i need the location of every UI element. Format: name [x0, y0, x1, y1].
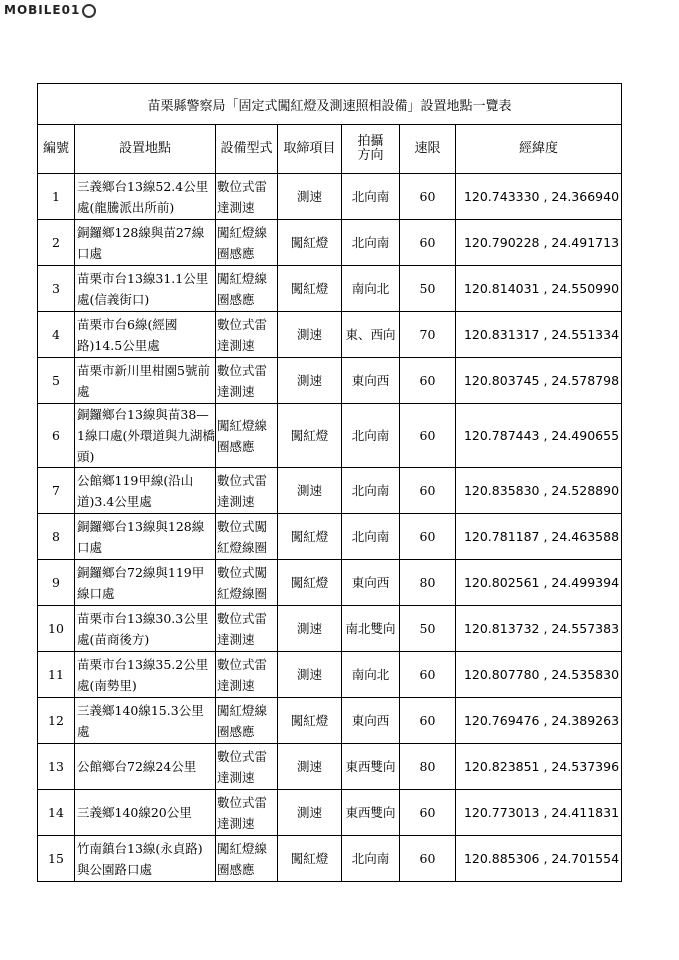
cell-speed: 60 — [400, 836, 456, 882]
cell-item: 測速 — [278, 174, 342, 220]
cell-type: 數位式雷達測速 — [216, 358, 278, 404]
cell-coord: 120.790228 , 24.491713 — [456, 220, 622, 266]
cell-speed: 50 — [400, 266, 456, 312]
cell-num: 14 — [38, 790, 75, 836]
cell-coord: 120.787443 , 24.490655 — [456, 404, 622, 468]
cell-coord: 120.803745 , 24.578798 — [456, 358, 622, 404]
cell-type: 闖紅燈線圈感應 — [216, 836, 278, 882]
cell-direction: 北向南 — [342, 836, 400, 882]
cell-direction: 北向南 — [342, 514, 400, 560]
cell-item: 測速 — [278, 790, 342, 836]
cell-direction: 東向西 — [342, 358, 400, 404]
cell-item: 測速 — [278, 312, 342, 358]
table-row — [38, 744, 622, 790]
table-row — [38, 790, 622, 836]
cell-direction: 東、西向 — [342, 312, 400, 358]
cell-direction: 南向北 — [342, 266, 400, 312]
cell-coord: 120.835830 , 24.528890 — [456, 468, 622, 514]
cell-num: 11 — [38, 652, 75, 698]
header-item: 取締項目 — [278, 125, 342, 174]
cell-num: 2 — [38, 220, 75, 266]
cell-coord: 120.769476 , 24.389263 — [456, 698, 622, 744]
table-row — [38, 174, 622, 220]
cell-type: 數位式闖紅燈線圈 — [216, 514, 278, 560]
cell-location: 三義鄉140線15.3公里處 — [75, 698, 216, 744]
cell-speed: 80 — [400, 560, 456, 606]
cell-item: 測速 — [278, 744, 342, 790]
cell-direction: 東向西 — [342, 698, 400, 744]
cell-type: 數位式雷達測速 — [216, 468, 278, 514]
watermark-logo: MOBILE01 — [4, 3, 96, 18]
cell-item: 闖紅燈 — [278, 514, 342, 560]
cell-location: 銅鑼鄉128線與苗27線口處 — [75, 220, 216, 266]
cell-num: 13 — [38, 744, 75, 790]
cell-location: 苗栗市台13線30.3公里處(苗商後方) — [75, 606, 216, 652]
cell-direction: 北向南 — [342, 220, 400, 266]
table-row — [38, 312, 622, 358]
cell-direction: 北向南 — [342, 468, 400, 514]
table-row — [38, 560, 622, 606]
cell-coord: 120.807780 , 24.535830 — [456, 652, 622, 698]
header-num: 編號 — [38, 125, 75, 174]
table-row — [38, 652, 622, 698]
cell-location: 銅鑼鄉台13線與128線口處 — [75, 514, 216, 560]
cell-type: 數位式闖紅燈線圈 — [216, 560, 278, 606]
cell-type: 數位式雷達測速 — [216, 606, 278, 652]
cell-type: 數位式雷達測速 — [216, 312, 278, 358]
cell-direction: 北向南 — [342, 174, 400, 220]
header-type: 設備型式 — [216, 125, 278, 174]
cell-type: 數位式雷達測速 — [216, 174, 278, 220]
cell-location: 苗栗市台13線35.2公里處(南勢里) — [75, 652, 216, 698]
cell-num: 7 — [38, 468, 75, 514]
cell-speed: 60 — [400, 514, 456, 560]
cell-speed: 60 — [400, 790, 456, 836]
cell-num: 1 — [38, 174, 75, 220]
cell-num: 4 — [38, 312, 75, 358]
cell-num: 5 — [38, 358, 75, 404]
table-row — [38, 358, 622, 404]
cell-location: 公館鄉台72線24公里 — [75, 744, 216, 790]
cell-speed: 60 — [400, 404, 456, 468]
header-direction: 拍攝 方向 — [342, 125, 400, 174]
cell-type: 數位式雷達測速 — [216, 652, 278, 698]
cell-location: 苗栗市台13線31.1公里處(信義街口) — [75, 266, 216, 312]
table-row — [38, 836, 622, 882]
cell-speed: 60 — [400, 220, 456, 266]
table-row — [38, 606, 622, 652]
cell-num: 6 — [38, 404, 75, 468]
cell-location: 銅鑼鄉台13線與苗38—1線口處(外環道與九湖橋頭) — [75, 404, 216, 468]
table-row — [38, 404, 622, 468]
cell-item: 測速 — [278, 652, 342, 698]
cell-coord: 120.823851 , 24.537396 — [456, 744, 622, 790]
cell-direction: 東西雙向 — [342, 790, 400, 836]
cell-type: 數位式雷達測速 — [216, 790, 278, 836]
cell-speed: 60 — [400, 358, 456, 404]
cell-item: 測速 — [278, 468, 342, 514]
cell-speed: 70 — [400, 312, 456, 358]
header-location: 設置地點 — [75, 125, 216, 174]
cell-location: 竹南鎮台13線(永貞路)與公園路口處 — [75, 836, 216, 882]
table-row — [38, 514, 622, 560]
table-title: 苗栗縣警察局「固定式闖紅燈及測速照相設備」設置地點一覽表 — [38, 84, 622, 125]
cell-num: 12 — [38, 698, 75, 744]
table-row — [38, 468, 622, 514]
cell-type: 闖紅燈線圈感應 — [216, 220, 278, 266]
cell-type: 數位式雷達測速 — [216, 744, 278, 790]
cell-speed: 60 — [400, 468, 456, 514]
cell-item: 測速 — [278, 606, 342, 652]
cell-type: 闖紅燈線圈感應 — [216, 698, 278, 744]
cell-location: 苗栗市新川里柑園5號前處 — [75, 358, 216, 404]
cell-direction: 南向北 — [342, 652, 400, 698]
logo-ring-icon — [82, 4, 96, 18]
cell-speed: 60 — [400, 174, 456, 220]
cell-speed: 60 — [400, 652, 456, 698]
cell-item: 闖紅燈 — [278, 220, 342, 266]
cell-item: 闖紅燈 — [278, 404, 342, 468]
cell-location: 三義鄉140線20公里 — [75, 790, 216, 836]
cell-item: 闖紅燈 — [278, 698, 342, 744]
header-coord: 經緯度 — [456, 125, 622, 174]
cell-speed: 80 — [400, 744, 456, 790]
cell-coord: 120.813732 , 24.557383 — [456, 606, 622, 652]
cell-direction: 南北雙向 — [342, 606, 400, 652]
cell-item: 闖紅燈 — [278, 266, 342, 312]
cell-direction: 北向南 — [342, 404, 400, 468]
cell-speed: 60 — [400, 698, 456, 744]
cell-num: 15 — [38, 836, 75, 882]
table-row — [38, 220, 622, 266]
cell-num: 9 — [38, 560, 75, 606]
cell-location: 苗栗市台6線(經國路)14.5公里處 — [75, 312, 216, 358]
cell-coord: 120.885306 , 24.701554 — [456, 836, 622, 882]
cell-location: 銅鑼鄉台72線與119甲線口處 — [75, 560, 216, 606]
cell-location: 公館鄉119甲線(沿山道)3.4公里處 — [75, 468, 216, 514]
cell-coord: 120.743330 , 24.366940 — [456, 174, 622, 220]
cell-type: 闖紅燈線圈感應 — [216, 266, 278, 312]
cell-coord: 120.814031 , 24.550990 — [456, 266, 622, 312]
table-title-row — [38, 84, 622, 125]
cell-coord: 120.773013 , 24.411831 — [456, 790, 622, 836]
cell-num: 10 — [38, 606, 75, 652]
cell-direction: 東西雙向 — [342, 744, 400, 790]
table-row — [38, 266, 622, 312]
cell-coord: 120.802561 , 24.499394 — [456, 560, 622, 606]
cell-item: 闖紅燈 — [278, 836, 342, 882]
cell-location: 三義鄉台13線52.4公里處(龍騰派出所前) — [75, 174, 216, 220]
table-row — [38, 698, 622, 744]
cell-coord: 120.831317 , 24.551334 — [456, 312, 622, 358]
cell-coord: 120.781187 , 24.463588 — [456, 514, 622, 560]
cell-type: 闖紅燈線圈感應 — [216, 404, 278, 468]
cell-num: 3 — [38, 266, 75, 312]
cell-speed: 50 — [400, 606, 456, 652]
table-header-row — [38, 125, 622, 174]
cell-direction: 東向西 — [342, 560, 400, 606]
camera-locations-table — [37, 83, 622, 882]
cell-num: 8 — [38, 514, 75, 560]
header-speed: 速限 — [400, 125, 456, 174]
cell-item: 闖紅燈 — [278, 560, 342, 606]
cell-item: 測速 — [278, 358, 342, 404]
